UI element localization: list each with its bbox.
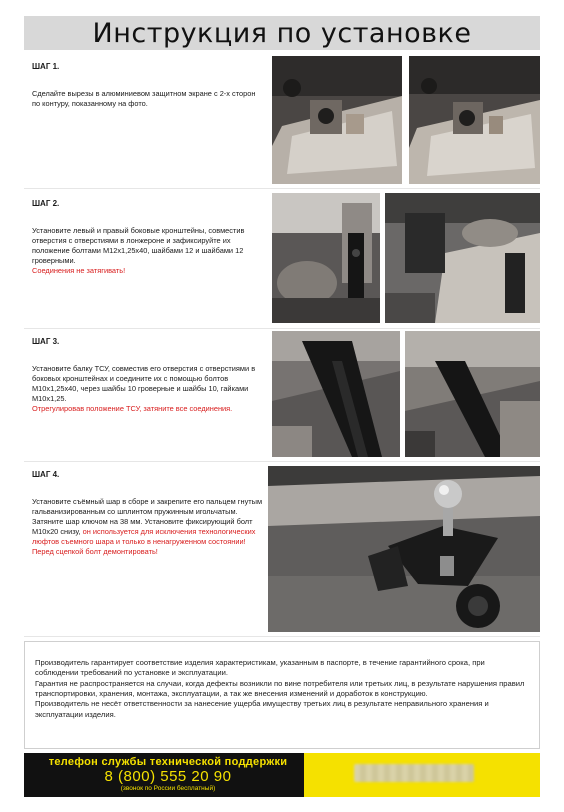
step-2-photo-left — [272, 193, 380, 323]
step-4-photo — [268, 466, 540, 632]
step-1-instruction: Сделайте вырезы в алюминиевом защитном экране с 2-х сторон по контуру, показанному на фото. — [32, 88, 256, 108]
step-3-instruction: Установите балку ТСУ, совместив его отверстия с отверстиями в боковых кронштейнах и соедините их с помощью болтов М10х1,25х40, через шайбы 10 гроверные и шайбы 10, гайками М10х1,25. — [32, 363, 256, 404]
step-3-warning: Отрегулировав положение ТСУ, затяните все соединения. — [32, 404, 233, 414]
support-phone-note: (звонок по России бесплатный) — [120, 785, 216, 793]
page-title-bar — [24, 16, 540, 50]
step-2 — [24, 193, 540, 329]
step-3-text-block — [32, 337, 264, 414]
step-4-label: ШАГ 4. — [32, 470, 60, 479]
guarantee-block — [24, 641, 540, 749]
guarantee-paragraph-3: Производитель не несёт ответственности за нанесение ущерба имуществу третьих лиц в результате неправильного хранения и эксплуатации изделия. — [35, 699, 489, 719]
step-2-instruction: Установите левый и правый боковые кронштейны, совместив отверстия с отверстиями в лонжероне и зафиксируйте их положение болтами М12х1,25х40, шайбами 12 и шайбами 12 гроверными. — [32, 225, 245, 266]
page-title: Инструкция по установке — [92, 17, 472, 49]
support-label: телефон службы технической поддержки — [48, 756, 288, 768]
step-2-photo-right — [385, 193, 540, 323]
step-1-photo-right — [409, 56, 540, 184]
support-contact — [32, 756, 304, 792]
guarantee-paragraph-2: Гарантия не распространяется на случаи, когда дефекты возникли по вине потребителя или третьих лиц, в результате нарушения правил транспортировки, хранения, монтажа, эксплуатации, а так же внесения изменений и доработок в конструкцию. — [35, 678, 525, 698]
step-1-photo-left — [272, 56, 402, 184]
step-4-warning: он используется для исключения технологических люфтов съемного шара и только в ненагруженном состоянии! Перед сцепкой болт демонтировать! — [32, 527, 256, 557]
step-4-instruction: Установите съёмный шар в сборе и закрепите его пальцем гнутым гальванизированным со шплинтом пружинным игольчатым. Затяните шар ключом на 38 мм. Установите фиксирующий болт М10х20 снизу, — [32, 496, 263, 537]
step-3 — [24, 331, 540, 462]
step-2-text-block — [32, 199, 264, 276]
step-2-warning: Соединения не затягивать! — [32, 266, 126, 276]
step-3-photo-left — [272, 331, 400, 457]
step-4-text-block — [32, 470, 264, 557]
step-3-label: ШАГ 3. — [32, 337, 60, 346]
support-phone: 8 (800) 555 20 90 — [104, 768, 232, 785]
step-1 — [24, 56, 540, 189]
step-4 — [24, 464, 540, 637]
step-2-label: ШАГ 2. — [32, 199, 60, 208]
guarantee-paragraph-1: Производитель гарантирует соответствие изделия характеристикам, указанным в паспорте, в течение гарантийного срока, при соблюдении требований по установке и эксплуатации. — [35, 658, 485, 678]
step-1-label: ШАГ 1. — [32, 62, 60, 71]
step-1-text-block — [32, 62, 264, 109]
step-3-photo-right — [405, 331, 540, 457]
blurred-logo — [354, 764, 474, 782]
